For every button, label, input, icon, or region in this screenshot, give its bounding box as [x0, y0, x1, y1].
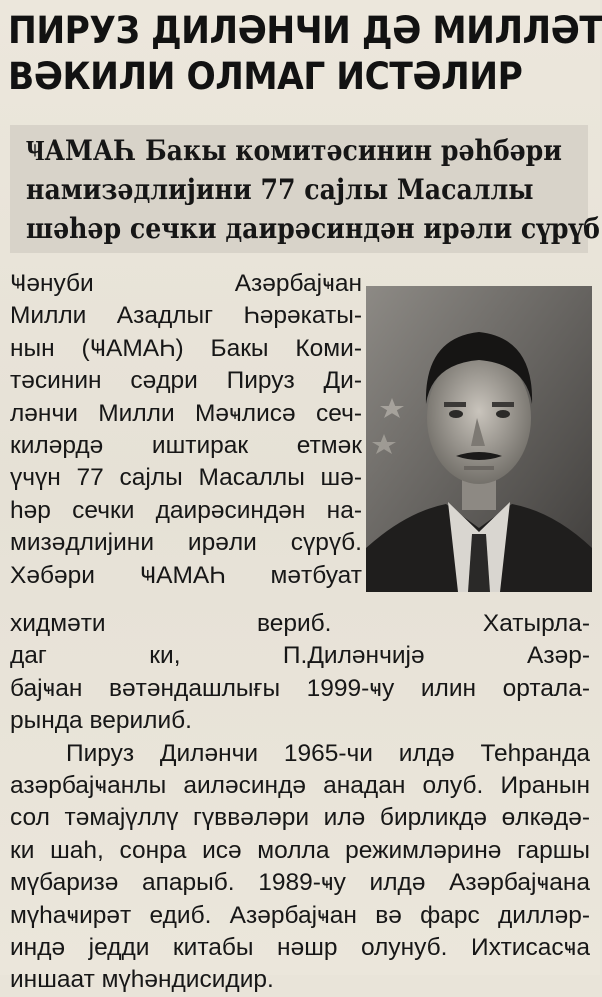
- text-line: нын (ҸАМАҺ) Бакы Коми-: [10, 334, 362, 362]
- text-line: иншаат мүһәндисидир.: [10, 966, 274, 994]
- full-width-text: [10, 608, 590, 997]
- text-line: һәр сечки даирәсиндән на-: [10, 496, 362, 524]
- subheadline-line: намизәдлијини 77 сајлы Масаллы: [26, 173, 534, 206]
- text-line: ләнчи Милли Мәҹлисә сеч-: [10, 399, 362, 427]
- text-line: даг ки, П.Диләнчијә Азәр-: [10, 642, 590, 670]
- headline: [8, 8, 602, 100]
- portrait-photo: [366, 286, 592, 592]
- text-line: Пируз Диләнчи 1965-чи илдә Теһранда: [66, 739, 590, 767]
- text-line: хидмәти вериб. Хатырла-: [10, 610, 590, 637]
- text-line: киләрдә иштирак етмәк: [10, 432, 362, 460]
- subheadline-box: [10, 125, 600, 253]
- text-line: сол тәмајүллү гүввәләри илә бирликдә өлкәдә-: [10, 804, 590, 832]
- portrait-image: [366, 286, 592, 592]
- text-line: Милли Азадлыг Һәрәкаты-: [10, 302, 362, 330]
- text-line: ки шаһ, сонра исә молла режимләринә гаршы: [10, 836, 590, 864]
- text-line: бајҹан вәтәндашлығы 1999-ҹу илин ортала-: [10, 674, 590, 702]
- text-line: индә једди китабы нәшр олунуб. Ихтисасҹа: [10, 934, 590, 962]
- text-line: мизәдлијини ирәли сүрүб.: [10, 529, 362, 557]
- subheadline-line: шәһәр сечки даирәсиндән ирәли сүрүб: [26, 212, 600, 245]
- text-line: үчүн 77 сајлы Масаллы шә-: [10, 464, 362, 492]
- text-line: Ҹәнуби Азәрбајҹан: [10, 270, 362, 297]
- paragraph-1-column: [10, 268, 362, 592]
- text-line: Хәбәри ҸАМАҺ мәтбуат: [10, 561, 362, 589]
- subheadline-line: ҸАМАҺ Бакы комитәсинин рәһбәри: [26, 134, 562, 167]
- headline-line: ПИРУЗ ДИЛӘНЧИ ДӘ МИЛЛӘТ: [8, 9, 602, 52]
- text-line: рында верилиб.: [10, 707, 192, 735]
- headline-line: ВӘКИЛИ ОЛМАГ ИСТӘЛИР: [8, 55, 523, 98]
- text-line: мүбаризә апарыб. 1989-ҹу илдә Азәрбајҹана: [10, 869, 590, 897]
- text-line: тәсинин сәдри Пируз Ди-: [10, 367, 362, 395]
- text-line: азәрбајҹанлы аиләсиндә анадан олуб. Иранын: [10, 772, 590, 800]
- subheadline: [26, 131, 600, 248]
- text-line: мүһаҹирәт едиб. Азәрбајҹан вә фарс дилләр-: [10, 901, 590, 929]
